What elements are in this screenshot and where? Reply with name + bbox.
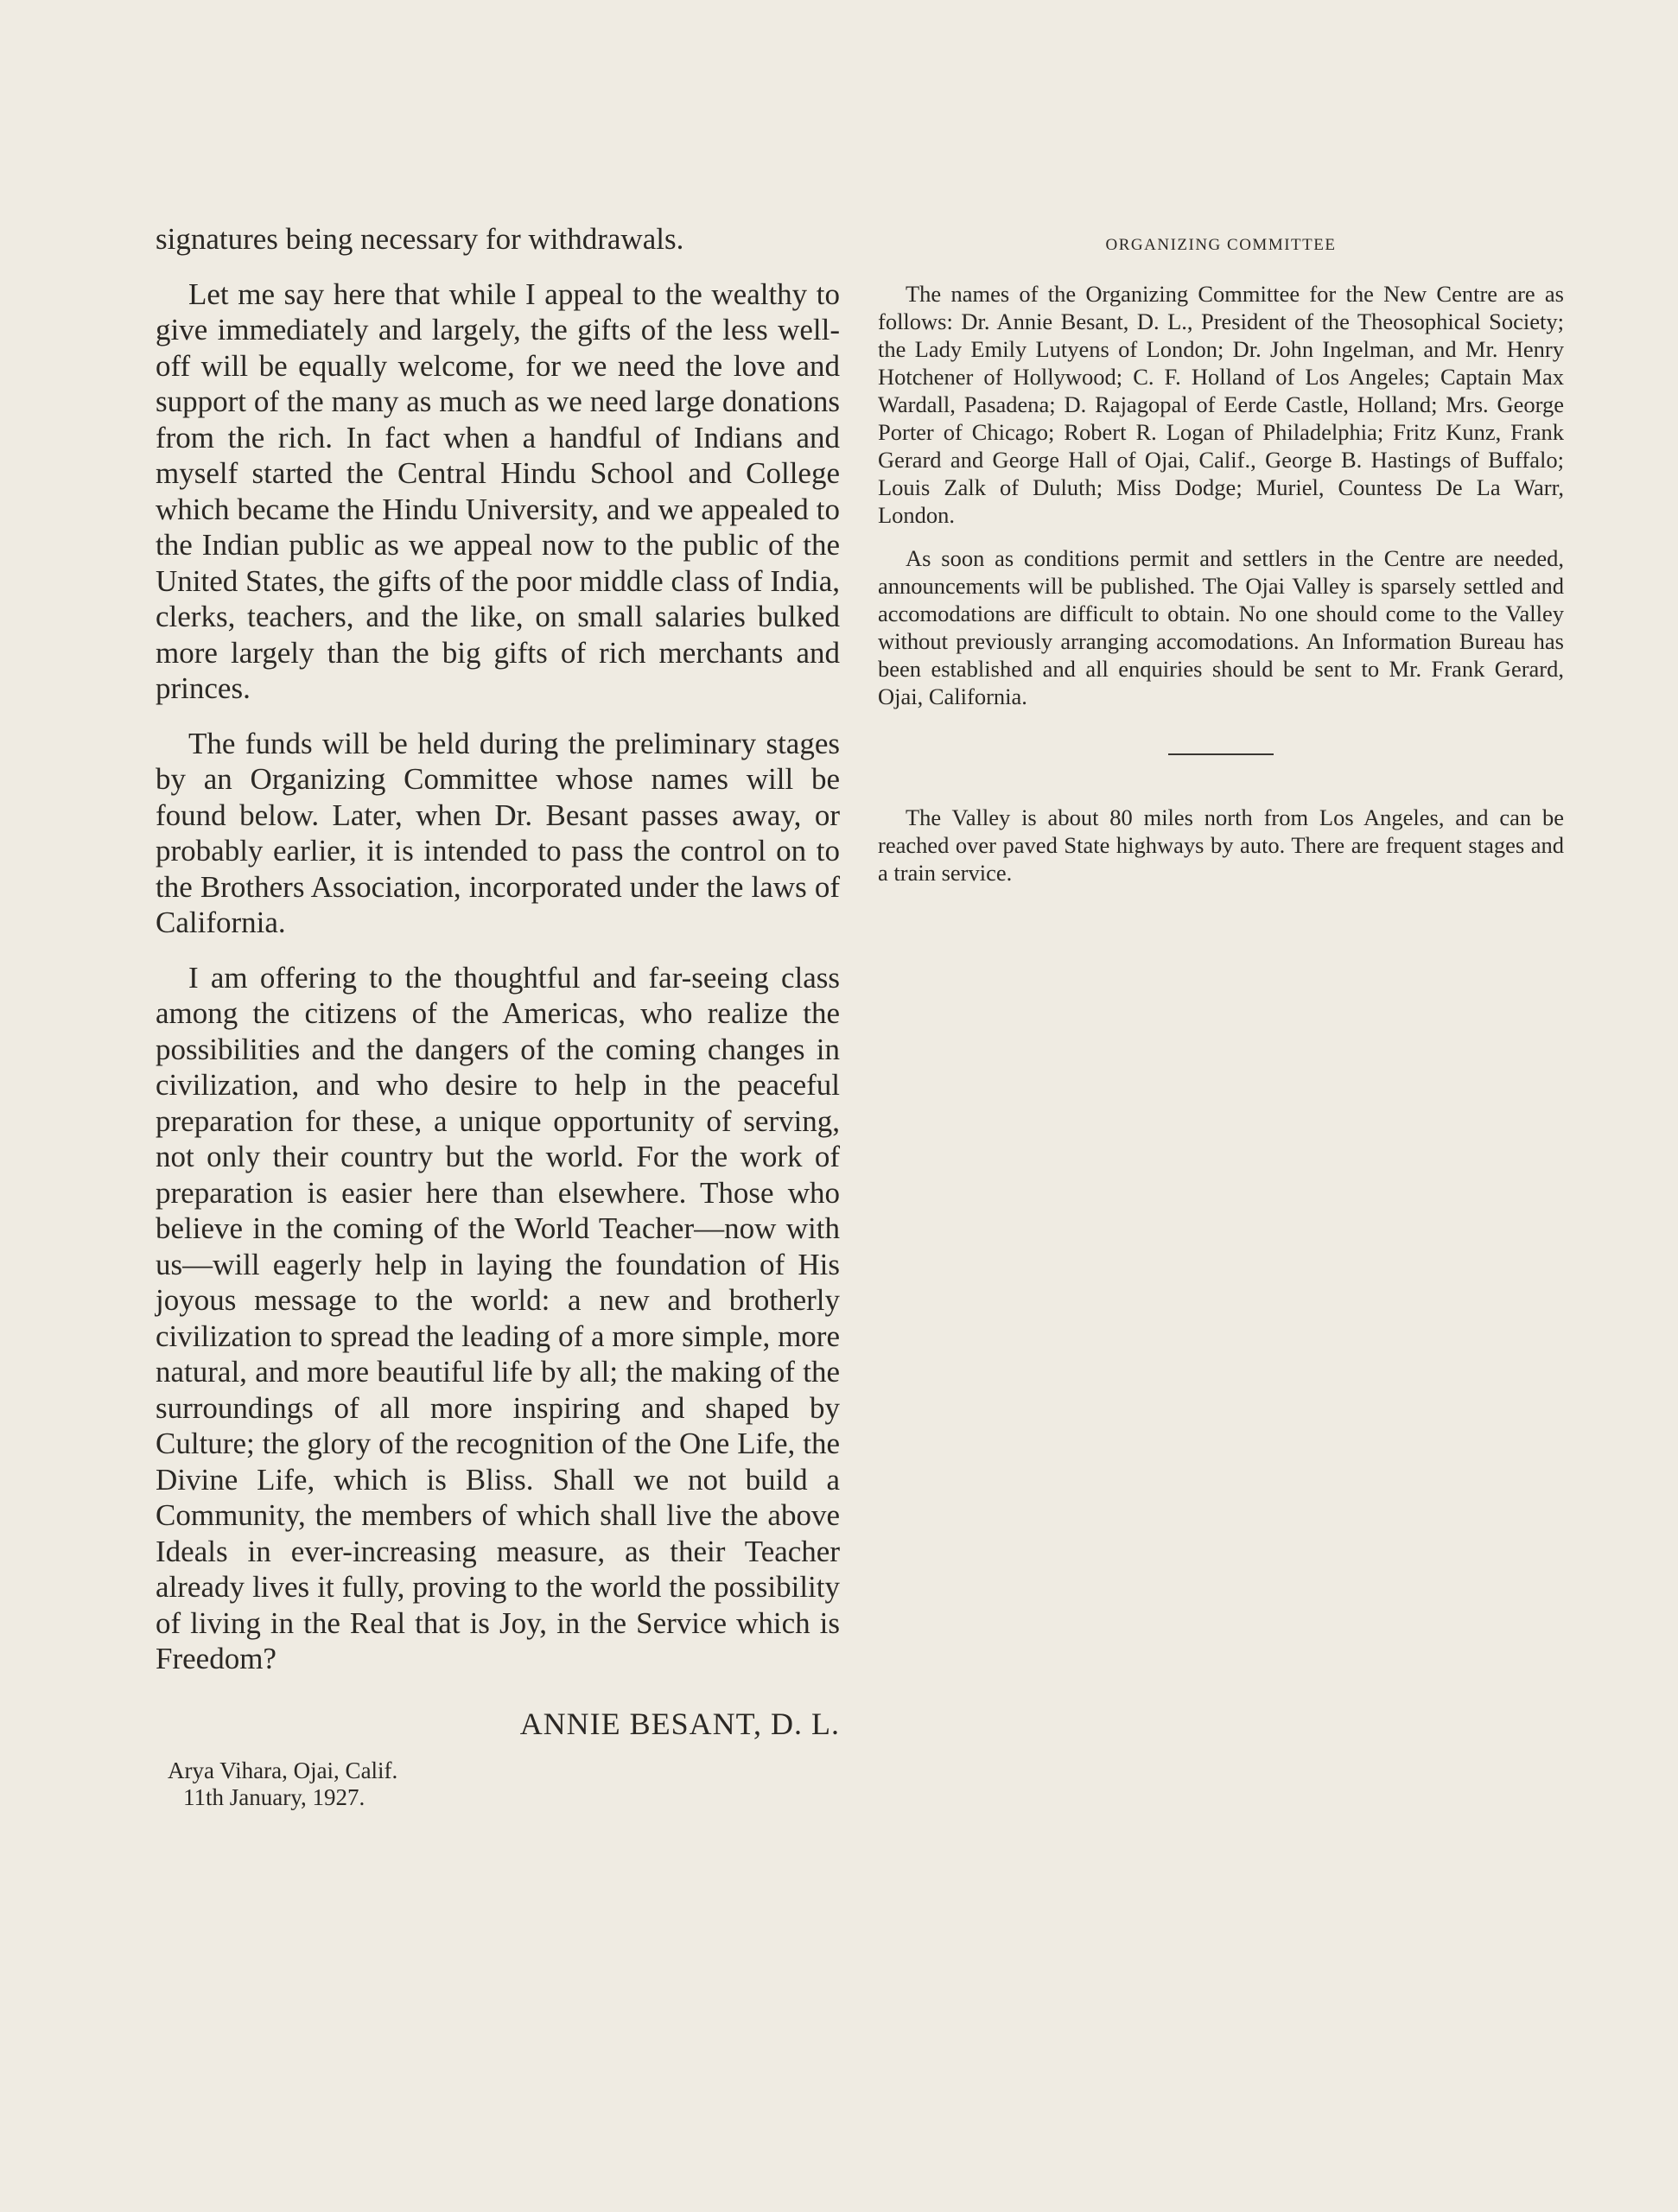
- date: 11th January, 1927.: [183, 1784, 365, 1810]
- paragraph-continuation: signatures being necessary for withdrawals.: [156, 222, 684, 256]
- paragraph-committee-names: The names of the Organizing Committee for the New Centre are as follows: Dr. Annie Besant, D. L., President of the Theosophical Society; the Lady Emily Lutyens of London; Dr. John Ingelman, and Mr. Henry Hotchener of Hollywood; C. F. Holland of Los Angeles; Captain Max Wardall, Pasadena; D. Rajagopal of Eerde Castle, Holland; Mrs. George Porter of Chicago; Robert R. Logan of Philadelphia; Fritz Kunz, Frank Gerard and George Hall of Ojai, Calif., George B. Hastings of Buffalo; Louis Zalk of Duluth; Miss Dodge; Muriel, Countess De La Warr, London.: [878, 281, 1564, 528]
- paragraph-valley-note: The Valley is about 80 miles north from Los Angeles, and can be reached over paved State highways by auto. There are frequent stages and a train service.: [878, 804, 1564, 886]
- right-column: [878, 232, 1564, 887]
- place-and-date: [156, 1758, 840, 1811]
- paragraph-settlers: As soon as conditions permit and settlers in the Centre are needed, announcements will be published. The Ojai Valley is sparsely settled and accomodations are difficult to obtain. No one should come to the Valley without previously arranging accomodations. An Information Bureau has been established and all enquiries should be sent to Mr. Frank Gerard, Ojai, California.: [878, 545, 1564, 709]
- signature: ANNIE BESANT, D. L.: [519, 1706, 840, 1741]
- paragraph-offering: I am offering to the thoughtful and far-seeing class among the citizens of the Americas, who realize the possibilities and the dangers of the coming changes in civilization, and who desire to help in the peaceful preparation for these, a unique opportunity of serving, not only their country but the world. For the work of preparation is easier here than elsewhere. Those who believe in the coming of the World Teacher—now with us—will eagerly help in laying the foundation of His joyous message to the world: a new and brotherly civilization to spread the leading of a more simple, more natural, and more beautiful life by all; the making of the surroundings of all more inspiring and shaped by Culture; the glory of the recognition of the One Life, the Divine Life, which is Bliss. Shall we not build a Community, the members of which shall live the above Ideals in ever-increasing measure, as their Teacher already lives it fully, proving to the world the possibility of living in the Real that is Joy, in the Service which is Freedom?: [156, 960, 840, 1675]
- divider: [1168, 753, 1274, 755]
- paragraph-funds: The funds will be held during the preliminary stages by an Organizing Committee whose names will be found below. Later, when Dr. Besant passes away, or probably earlier, it is intended to pass the control on to the Brothers Association, incorporated under the laws of California.: [156, 726, 840, 939]
- left-column: [156, 221, 840, 1811]
- place: Arya Vihara, Ojai, Calif.: [168, 1758, 398, 1783]
- section-heading: ORGANIZING COMMITTEE: [1105, 236, 1337, 254]
- paragraph-appeal: Let me say here that while I appeal to the wealthy to give immediately and largely, the gifts of the less well-off will be equally welcome, for we need the love and support of the many as much as we need large donations from the rich. In fact when a handful of Indians and myself started the Central Hindu School and College which became the Hindu University, and we appealed to the Indian public as we appeal now to the public of the United States, the gifts of the poor middle class of India, clerks, teachers, and the like, on small salaries bulked more largely than the big gifts of rich merchants and princes.: [156, 276, 840, 705]
